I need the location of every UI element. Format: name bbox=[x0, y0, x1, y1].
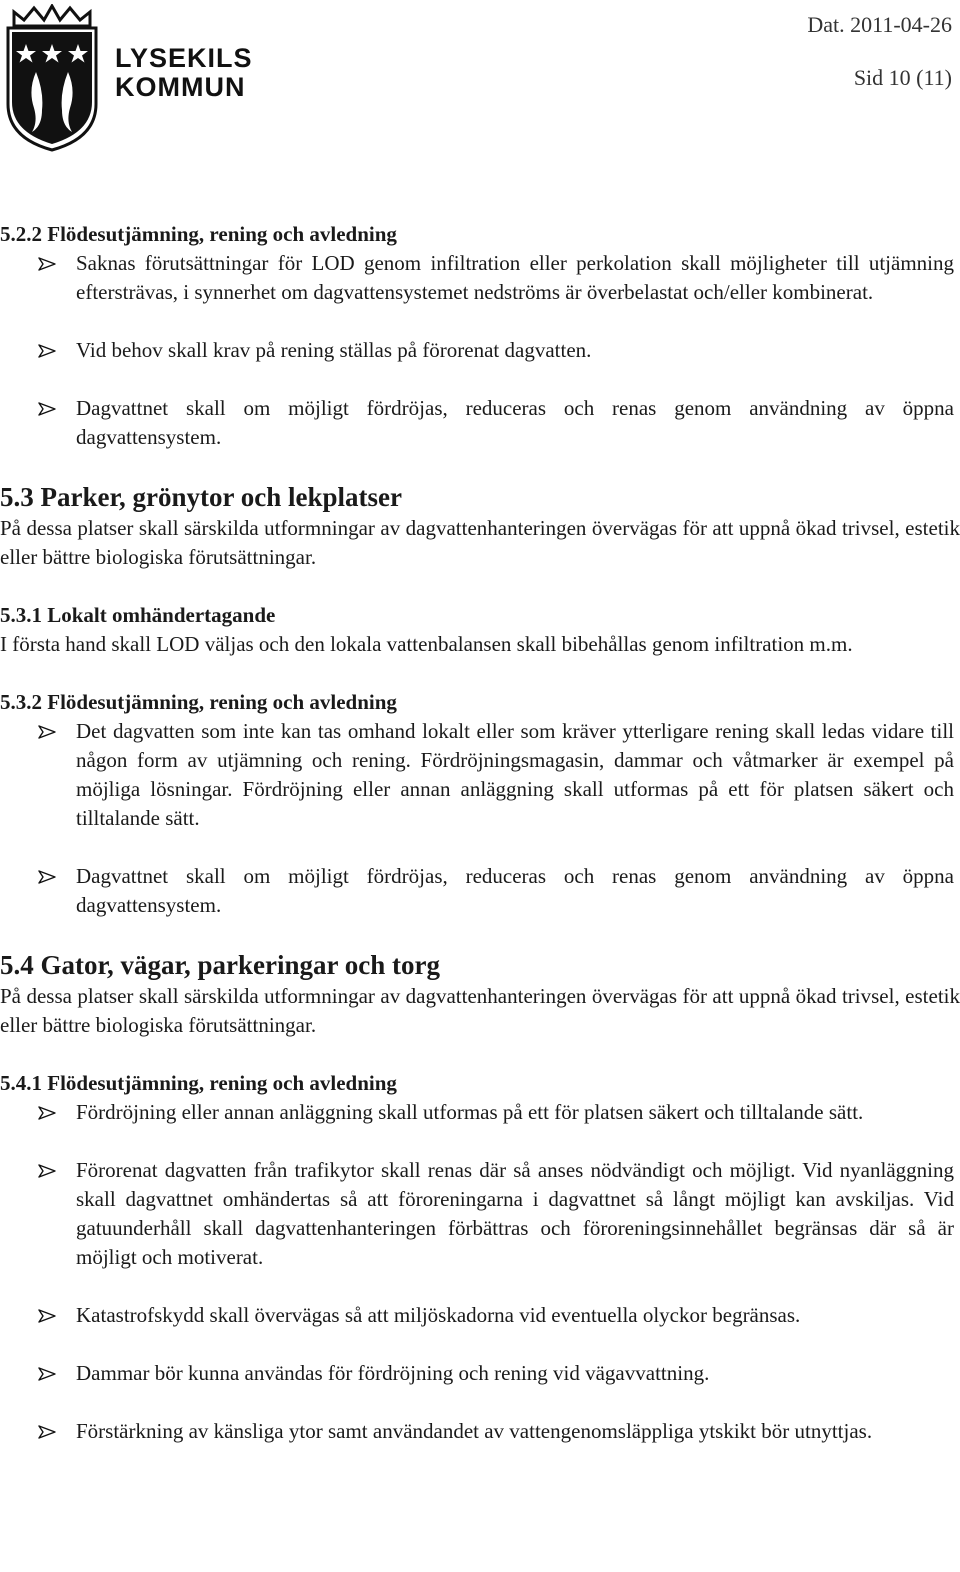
paragraph-5-4: På dessa platser skall särskilda utformningar av dagvattenhanteringen övervägas för att uppnå ökad trivsel, estetik eller bättre biologiska förutsättningar. bbox=[0, 984, 960, 1037]
bullet-text: Dagvattnet skall om möjligt fördröjas, reduceras och renas genom användning av öppna dagvattensystem. bbox=[76, 864, 954, 917]
arrow-bullet-icon bbox=[38, 1309, 56, 1323]
spacer bbox=[0, 1330, 960, 1359]
list-item bbox=[0, 1417, 960, 1446]
document-meta bbox=[807, 10, 952, 93]
arrow-bullet-icon bbox=[38, 725, 56, 739]
bullet-text: Saknas förutsättningar för LOD genom infiltration eller perkolation skall möjligheter till utjämning eftersträvas, i synnerhet om dagvattensystemet nedströms är överbelastat och/eller kombinerat. bbox=[76, 251, 954, 304]
arrow-bullet-icon bbox=[38, 1164, 56, 1178]
coat-of-arms-icon bbox=[2, 4, 102, 154]
list-item bbox=[0, 1098, 960, 1127]
arrow-bullet-icon bbox=[38, 257, 56, 271]
document-date: Dat. 2011-04-26 bbox=[807, 12, 952, 37]
arrow-bullet-icon bbox=[38, 1106, 56, 1120]
bullet-text: Förstärkning av känsliga ytor samt användandet av vattengenomsläppliga ytskikt bör utnyttjas. bbox=[76, 1419, 873, 1443]
arrow-bullet-icon bbox=[38, 402, 56, 416]
spacer bbox=[0, 572, 960, 601]
bullet-text: Dagvattnet skall om möjligt fördröjas, reduceras och renas genom användning av öppna dagvattensystem. bbox=[76, 396, 954, 449]
list-item bbox=[0, 1359, 960, 1388]
heading-5-4-1: 5.4.1 Flödesutjämning, rening och avledning bbox=[0, 1071, 397, 1095]
arrow-bullet-icon bbox=[38, 870, 56, 884]
arrow-bullet-icon bbox=[38, 1367, 56, 1381]
spacer bbox=[0, 365, 960, 394]
bullet-text: Katastrofskydd skall övervägas så att miljöskadorna vid eventuella olyckor begränsas. bbox=[76, 1303, 801, 1327]
spacer bbox=[0, 452, 960, 481]
heading-5-2-2: 5.2.2 Flödesutjämning, rening och avledning bbox=[0, 222, 397, 246]
bullet-text: Det dagvatten som inte kan tas omhand lokalt eller som kräver ytterligare rening skall ledas vidare till någon form av utjämning och rening. Fördröjningsmagasin, dammar och våtmarker är exempel på möjliga lösningar. Fördröjning eller annan anläggning skall utformas på ett för platsen säkert och tilltalande sätt. bbox=[76, 719, 954, 830]
spacer bbox=[0, 1272, 960, 1301]
bullet-list-5-4-1 bbox=[0, 1098, 960, 1446]
spacer bbox=[0, 307, 960, 336]
list-item bbox=[0, 249, 960, 307]
bullet-list-5-3-2 bbox=[0, 717, 960, 920]
arrow-bullet-icon bbox=[38, 344, 56, 358]
bullet-text: Förorenat dagvatten från trafikytor skall renas där så anses nödvändigt och möjligt. Vid nyanläggning skall dagvattnet omhändertas så att föroreningarna i dagvattnet så långt möjligt kan avskiljas. Vid gatuunderhåll skall dagvattenhanteringen förbättras och föroreningsinnehållet begränsas där så är möjligt och motiverat. bbox=[76, 1158, 954, 1269]
municipality-logo bbox=[2, 4, 272, 154]
arrow-bullet-icon bbox=[38, 1425, 56, 1439]
page-header bbox=[0, 0, 960, 160]
heading-5-3-1: 5.3.1 Lokalt omhändertagande bbox=[0, 603, 276, 627]
brand-name bbox=[115, 44, 253, 102]
paragraph-5-3-1: I första hand skall LOD väljas och den lokala vattenbalansen skall bibehållas genom infiltration m.m. bbox=[0, 632, 853, 656]
list-item bbox=[0, 717, 960, 833]
bullet-list-5-2-2 bbox=[0, 249, 960, 452]
bullet-text: Dammar bör kunna användas för fördröjning och rening vid vägavvattning. bbox=[76, 1361, 710, 1385]
paragraph-5-3: På dessa platser skall särskilda utformningar av dagvattenhanteringen övervägas för att uppnå ökad trivsel, estetik eller bättre biologiska förutsättningar. bbox=[0, 516, 960, 569]
heading-5-3-2: 5.3.2 Flödesutjämning, rening och avledning bbox=[0, 690, 397, 714]
heading-5-3: 5.3 Parker, grönytor och lekplatser bbox=[0, 482, 402, 512]
spacer bbox=[0, 833, 960, 862]
spacer bbox=[0, 1040, 960, 1069]
brand-line-2: KOMMUN bbox=[115, 72, 246, 102]
brand-line-1: LYSEKILS bbox=[115, 43, 253, 73]
spacer bbox=[0, 920, 960, 949]
heading-5-4: 5.4 Gator, vägar, parkeringar och torg bbox=[0, 950, 440, 980]
spacer bbox=[0, 659, 960, 688]
spacer bbox=[0, 1388, 960, 1417]
list-item bbox=[0, 862, 960, 920]
list-item bbox=[0, 1156, 960, 1272]
list-item bbox=[0, 336, 960, 365]
bullet-text: Vid behov skall krav på rening ställas på förorenat dagvatten. bbox=[76, 338, 592, 362]
list-item bbox=[0, 1301, 960, 1330]
page-number: Sid 10 (11) bbox=[853, 65, 952, 90]
spacer bbox=[0, 1127, 960, 1156]
list-item bbox=[0, 394, 960, 452]
bullet-text: Fördröjning eller annan anläggning skall utformas på ett för platsen säkert och tilltalande sätt. bbox=[76, 1100, 864, 1124]
document-body bbox=[0, 220, 960, 1446]
